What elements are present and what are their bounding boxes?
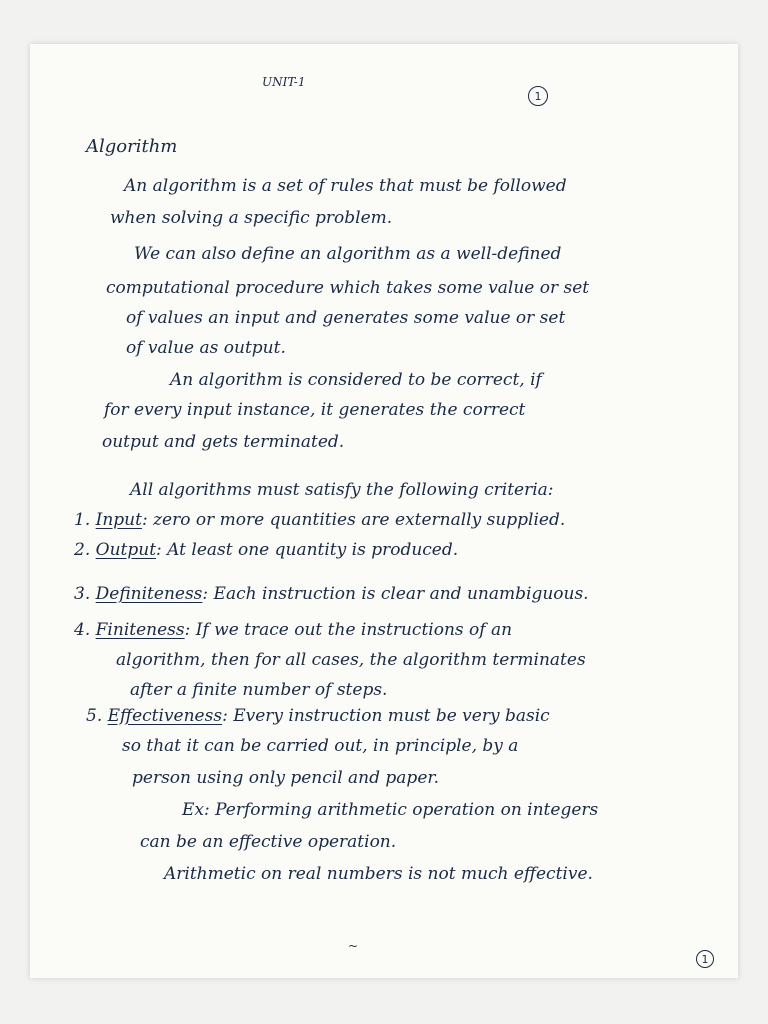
notebook-page [30,44,738,978]
bottom-page-number: 1 [701,952,709,966]
bottom-mark: ~ [348,939,359,953]
criterion-5 [86,708,550,725]
criterion-5-term: Effectiveness [107,706,223,726]
criterion-1 [74,512,565,529]
paragraph-2-line-3: of values an input and generates some value or set [126,308,566,328]
criterion-3-text: : Each instruction is clear and unambiguous. [202,584,589,604]
paragraph-2-line-4: of value as output. [126,338,286,358]
criterion-4-line-3: after a finite number of steps. [130,680,388,700]
criterion-1-number: 1. [74,510,91,530]
paragraph-3-line-3: output and gets terminated. [102,432,345,452]
criterion-5-text: : Every instruction must be very basic [222,706,550,726]
criterion-5-number: 5. [86,706,103,726]
paragraph-3-line-1: An algorithm is considered to be correct, if [170,370,542,390]
page-number-circle [528,86,548,106]
unit-label: UNIT-1 [262,75,306,89]
criteria-intro: All algorithms must satisfy the following criteria: [130,480,554,500]
criterion-3 [74,586,589,603]
criterion-5-line-2: so that it can be carried out, in principle, by a [122,736,519,756]
criterion-3-number: 3. [74,584,91,604]
criterion-4 [74,622,512,639]
criterion-2-term: Output [95,540,157,560]
criterion-1-text: : zero or more quantities are externally supplied. [141,510,566,530]
paragraph-1-line-2: when solving a specific problem. [110,208,393,228]
paragraph-2-line-2: computational procedure which takes some value or set [106,278,590,298]
bottom-page-circle [696,950,714,968]
criterion-4-text: : If we trace out the instructions of an [184,620,513,640]
page-title: Algorithm [86,136,178,157]
criterion-4-line-2: algorithm, then for all cases, the algorithm terminates [116,650,586,670]
example-line-3: Arithmetic on real numbers is not much effective. [164,864,593,884]
criterion-2 [74,542,458,559]
example-line-1: Ex: Performing arithmetic operation on integers [182,800,599,820]
criterion-2-text: : At least one quantity is produced. [156,540,459,560]
criterion-2-number: 2. [74,540,91,560]
paragraph-2-line-1: We can also define an algorithm as a well-defined [134,244,562,264]
criterion-4-term: Finiteness [95,620,185,640]
criterion-4-number: 4. [74,620,91,640]
criterion-3-term: Definiteness [95,584,203,604]
criterion-1-term: Input [95,510,142,530]
paragraph-3-line-2: for every input instance, it generates the correct [104,400,526,420]
example-line-2: can be an effective operation. [140,832,397,852]
criterion-5-line-3: person using only pencil and paper. [132,768,440,788]
page-number: 1 [534,89,542,103]
paragraph-1-line-1: An algorithm is a set of rules that must be followed [124,176,567,196]
